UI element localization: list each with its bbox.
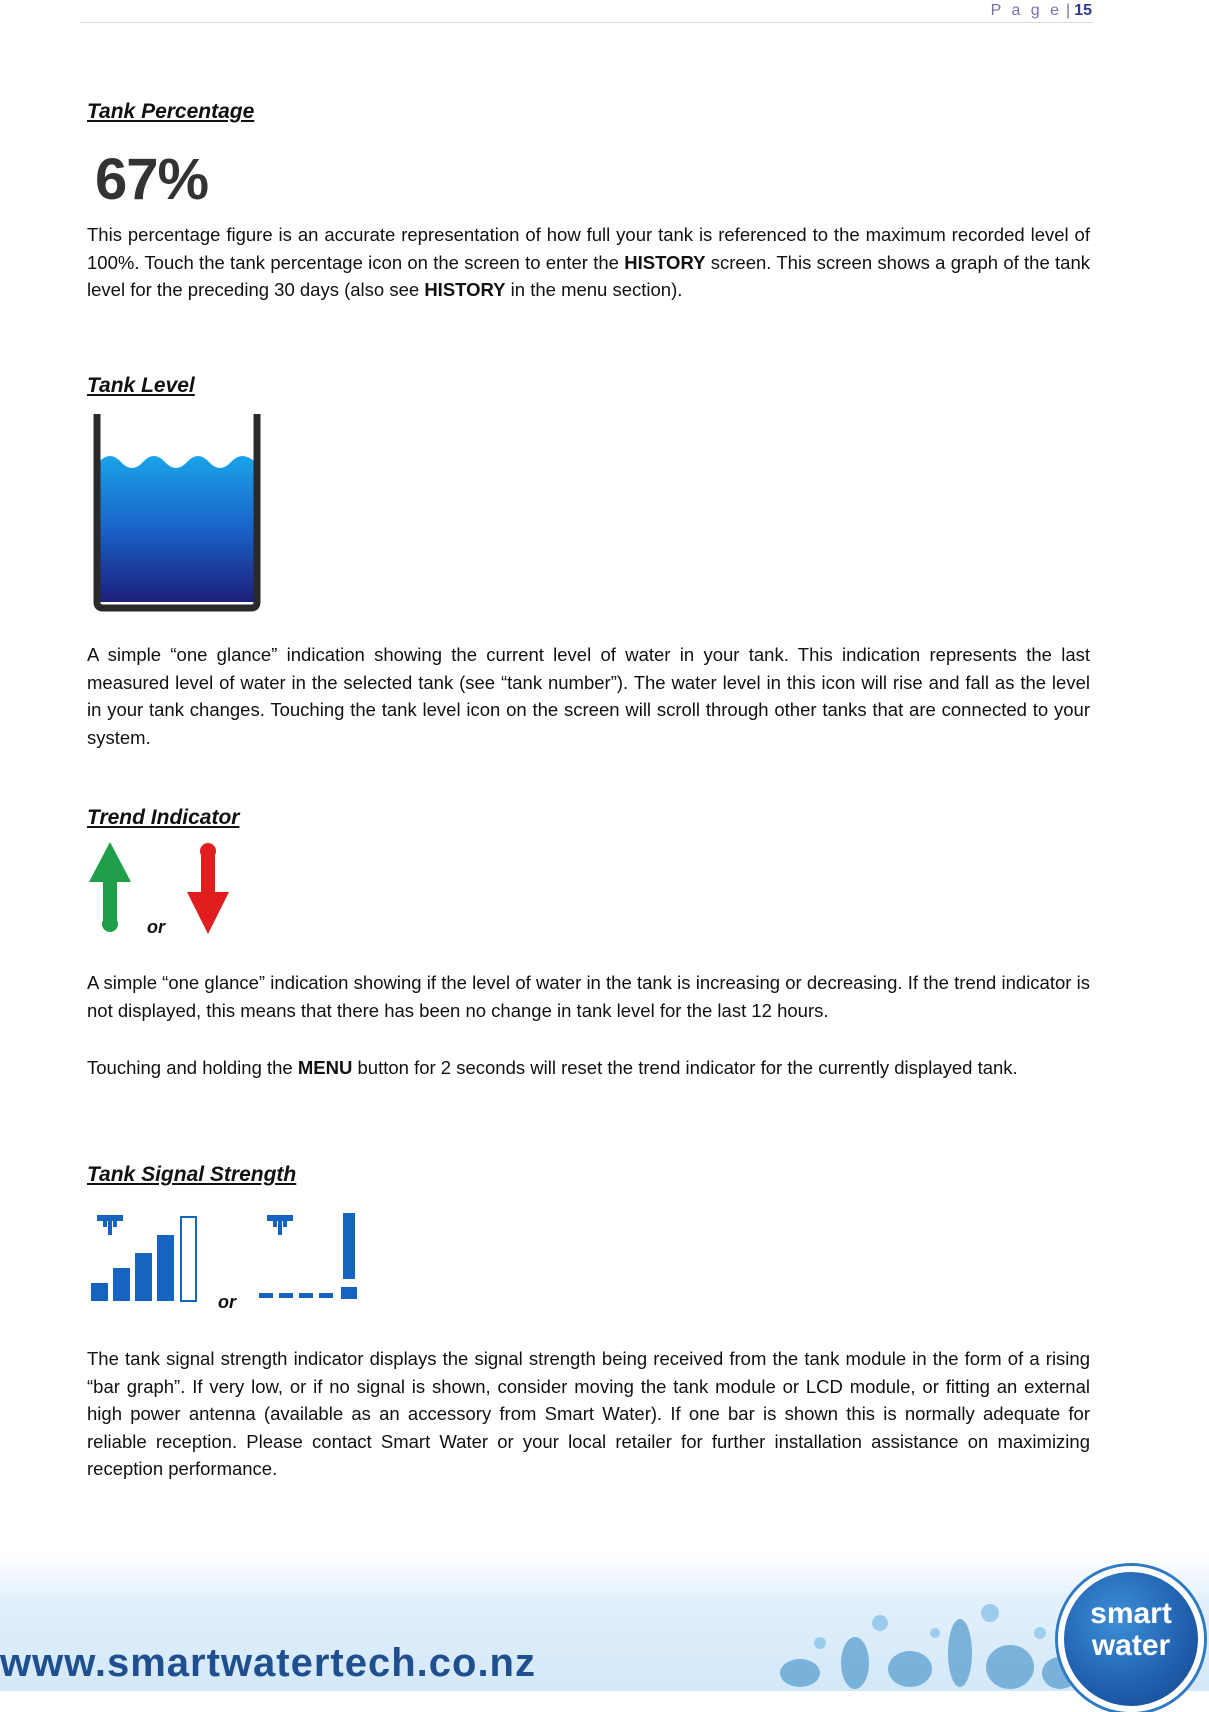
page-word: P a g e: [990, 2, 1063, 19]
tank-level-heading: Tank Level: [87, 374, 195, 397]
trend-down-arrow-icon: [187, 842, 229, 934]
trend-indicator-paragraph: A simple “one glance” indication showing if the level of water in the tank is increasing or decreasing. If the trend indicator is not displayed, this means that there has been no change in tank level for the last 12 hours.: [87, 972, 1090, 1021]
signal-strength-none-icon: [259, 1213, 359, 1305]
trend-reset-paragraph: Touching and holding the MENU button for 2 seconds will reset the trend indicator for the currently displayed tank.: [87, 1057, 1018, 1078]
website-url: www.smartwatertech.co.nz: [0, 1641, 536, 1685]
water-splash-decoration: [760, 1583, 1080, 1691]
signal-strength-heading: Tank Signal Strength: [87, 1163, 297, 1186]
page-number: 15: [1074, 2, 1092, 19]
logo-text-water: water: [1091, 1629, 1171, 1662]
trend-indicator-heading: Trend Indicator: [87, 806, 240, 829]
logo-text-smart: smart: [1090, 1597, 1172, 1630]
tank-level-icon: [93, 412, 263, 612]
page-separator: |: [1066, 2, 1071, 19]
tank-percentage-heading: Tank Percentage: [87, 100, 255, 123]
tank-percentage-paragraph: This percentage figure is an accurate representation of how full your tank is referenced to the maximum recorded level of 100%. Touch the tank percentage icon on the screen to enter the HISTORY screen. This screen shows a graph of the tank level for the preceding 30 days (also see HISTORY in the menu section).: [87, 224, 1090, 300]
trend-or-label: or: [147, 917, 165, 937]
page-number-label: [991, 2, 1092, 20]
signal-strength-full-icon: [91, 1213, 201, 1305]
signal-strength-paragraph: The tank signal strength indicator displays the signal strength being received from the tank module in the form of a rising “bar graph”. If very low, or if no signal is shown, consider moving the tank module or LCD module, or fitting an external high power antenna (available as an accessory from Smart Water). If one bar is shown this is normally adequate for reliable reception. Please contact Smart Water or your local retailer for further installation assistance on maximizing reception performance.: [87, 1348, 1090, 1479]
tank-percentage-value: 67%: [95, 147, 209, 212]
signal-or-label: or: [218, 1292, 236, 1312]
header-divider: [80, 22, 1093, 23]
trend-up-arrow-icon: [89, 842, 131, 934]
smart-water-logo: [1058, 1566, 1204, 1712]
tank-level-paragraph: A simple “one glance” indication showing the current level of water in your tank. This indication represents the last measured level of water in the selected tank (see “tank number”). The water level in this icon will rise and fall as the level in your tank changes. Touching the tank level icon on the screen will scroll through other tanks that are connected to your system.: [87, 644, 1090, 748]
